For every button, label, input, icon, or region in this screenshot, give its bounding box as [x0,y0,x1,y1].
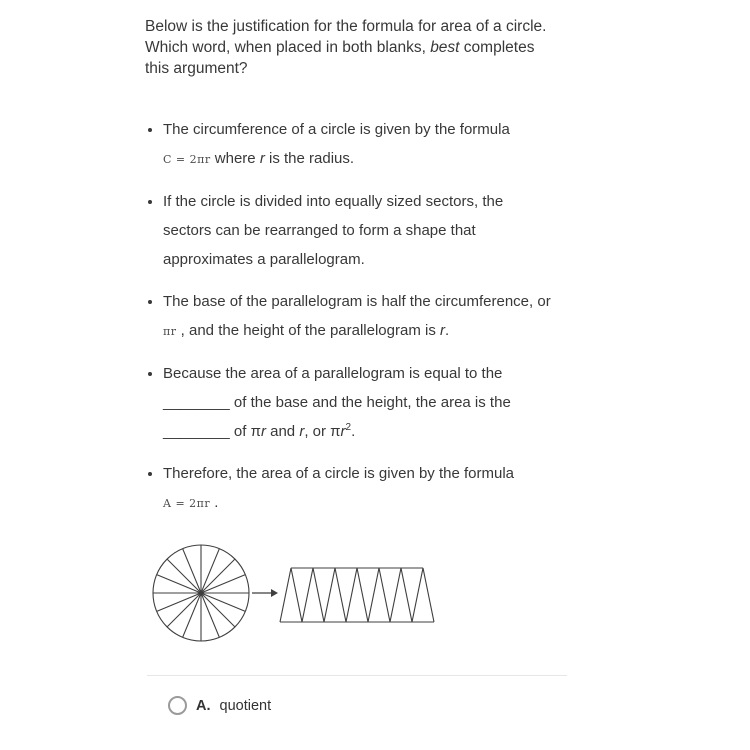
blank-underline: ________ [163,423,230,440]
justification-item [163,187,555,274]
math-formula: C = 2πr [163,153,211,166]
question-container [145,16,557,715]
answer-letter: A. [196,697,211,714]
math-formula: πr [163,325,177,338]
text-segment: r [440,322,445,339]
blank-underline: ________ [163,394,230,411]
text-segment: of the base and the height, the area is the [229,394,511,411]
justification-item [163,287,555,346]
text-segment: . [351,423,356,440]
justification-list [145,115,557,518]
math-formula: A = 2πr [163,497,211,510]
justification-item [163,359,555,446]
text-segment: If the circle is divided into equally sized sectors, the sectors can be rearranged to form a shape that approximates a parallelogram. [163,193,504,268]
justification-item [163,115,555,174]
text-segment: , or π [304,423,341,440]
text-segment: , and the height of the parallelogram is [176,322,440,339]
question-emphasis: best [430,39,460,56]
text-segment: of π [229,423,261,440]
text-segment: r [260,423,266,440]
arrow-icon [252,589,278,597]
justification-item [163,459,555,518]
text-segment: The circumference of a circle is given by the formula [163,121,510,138]
question-text [145,16,547,79]
text-segment: The base of the parallelogram is half the circumference, or [163,293,551,310]
divider [147,675,567,676]
text-segment: 2 [345,422,352,433]
question-part2: completes this argument? [145,39,535,77]
diagram-svg [145,540,455,652]
text-segment: is the radius. [264,150,355,167]
answer-option[interactable] [168,696,557,715]
text-segment: . [445,322,450,339]
text-segment: r [340,423,346,440]
circle-with-sectors-icon [153,545,249,641]
text-segment: and [265,423,300,440]
text-segment: Because the area of a parallelogram is equal to the [163,365,503,382]
answer-list [145,696,557,715]
text-segment: r [299,423,305,440]
text-segment: r [259,150,265,167]
question-part1: Below is the justification for the formula for area of a circle. Which word, when placed in both blanks, [145,18,547,56]
radio-button-icon[interactable] [168,696,187,715]
answer-label: quotient [219,697,272,714]
circle-sectors-diagram [145,540,557,652]
text-segment: Therefore, the area of a circle is given by the formula [163,465,515,482]
text-segment: . [210,494,219,511]
parallelogram-sectors-icon [280,568,434,622]
text-segment: where [210,150,260,167]
